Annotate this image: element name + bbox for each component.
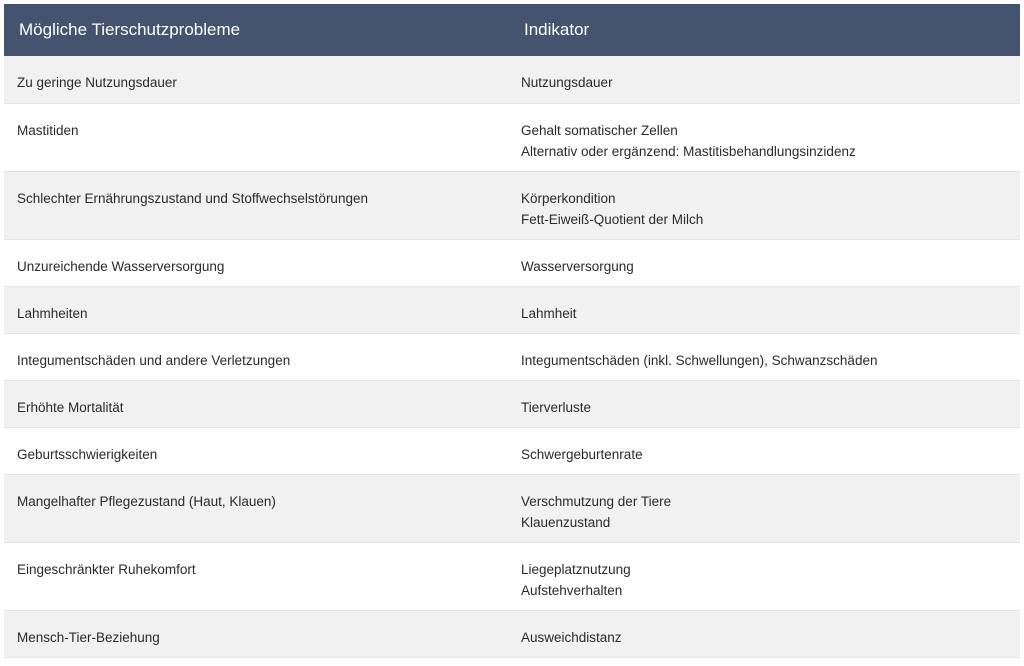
problem-cell: Unzureichende Wasserversorgung xyxy=(17,258,225,274)
indicator-line: Schwergeburtenrate xyxy=(521,446,643,462)
table-row xyxy=(4,333,1020,380)
table-row xyxy=(4,610,1020,657)
problem-cell: Geburtsschwierigkeiten xyxy=(17,446,158,462)
header-row xyxy=(4,4,1020,56)
table-row xyxy=(4,171,1020,239)
indicator-cell xyxy=(509,103,1020,171)
indicator-cell xyxy=(509,286,1020,333)
indicator-line: Fett-Eiweiß-Quotient der Milch xyxy=(521,211,704,227)
indicator-line: Gehalt somatischer Zellen xyxy=(521,122,678,138)
header-problems: Mögliche Tierschutzprobleme xyxy=(19,20,241,39)
indicator-cell xyxy=(509,542,1020,610)
indicator-line: Wasserversorgung xyxy=(521,258,634,274)
problem-cell: Eingeschränkter Ruhekomfort xyxy=(17,561,196,577)
problem-cell: Erhöhte Mortalität xyxy=(17,399,124,415)
indicator-line: Körperkondition xyxy=(521,190,616,206)
problem-cell: Schlechter Ernährungszustand und Stoffwechselstörungen xyxy=(17,190,368,206)
table-body xyxy=(4,56,1020,657)
indicator-cell xyxy=(509,333,1020,380)
table-row xyxy=(4,239,1020,286)
table-row xyxy=(4,427,1020,474)
table-header xyxy=(4,4,1020,56)
problem-cell: Mensch-Tier-Beziehung xyxy=(17,629,160,645)
table-row xyxy=(4,542,1020,610)
indicator-cell xyxy=(509,239,1020,286)
indicator-cell xyxy=(509,171,1020,239)
table-row xyxy=(4,56,1020,103)
indicator-line: Alternativ oder ergänzend: Mastitisbehandlungsinzidenz xyxy=(521,143,856,159)
indicator-line: Tierverluste xyxy=(521,399,592,415)
indicator-cell xyxy=(509,610,1020,657)
indicator-cell xyxy=(509,427,1020,474)
indicator-line: Aufstehverhalten xyxy=(521,582,623,598)
header-indicator: Indikator xyxy=(524,20,590,39)
indicator-cell xyxy=(509,56,1020,103)
table-row xyxy=(4,103,1020,171)
indicator-line: Integumentschäden (inkl. Schwellungen), Schwanzschäden xyxy=(521,352,878,368)
welfare-indicator-table xyxy=(4,4,1020,658)
problem-cell: Zu geringe Nutzungsdauer xyxy=(17,75,177,90)
table-row xyxy=(4,474,1020,542)
indicator-cell xyxy=(509,380,1020,427)
problem-cell: Integumentschäden und andere Verletzungen xyxy=(17,352,291,368)
indicator-line: Verschmutzung der Tiere xyxy=(521,493,672,509)
indicator-line: Lahmheit xyxy=(521,305,577,321)
welfare-indicator-table-container xyxy=(4,4,1020,658)
table-row xyxy=(4,380,1020,427)
indicator-line: Nutzungsdauer xyxy=(521,75,613,90)
problem-cell: Mastitiden xyxy=(17,122,79,138)
indicator-cell xyxy=(509,474,1020,542)
table-row xyxy=(4,286,1020,333)
indicator-line: Klauenzustand xyxy=(521,514,611,530)
problem-cell: Lahmheiten xyxy=(17,305,88,321)
indicator-line: Liegeplatznutzung xyxy=(521,561,631,577)
problem-cell: Mangelhafter Pflegezustand (Haut, Klauen) xyxy=(17,493,276,509)
indicator-line: Ausweichdistanz xyxy=(521,629,622,645)
